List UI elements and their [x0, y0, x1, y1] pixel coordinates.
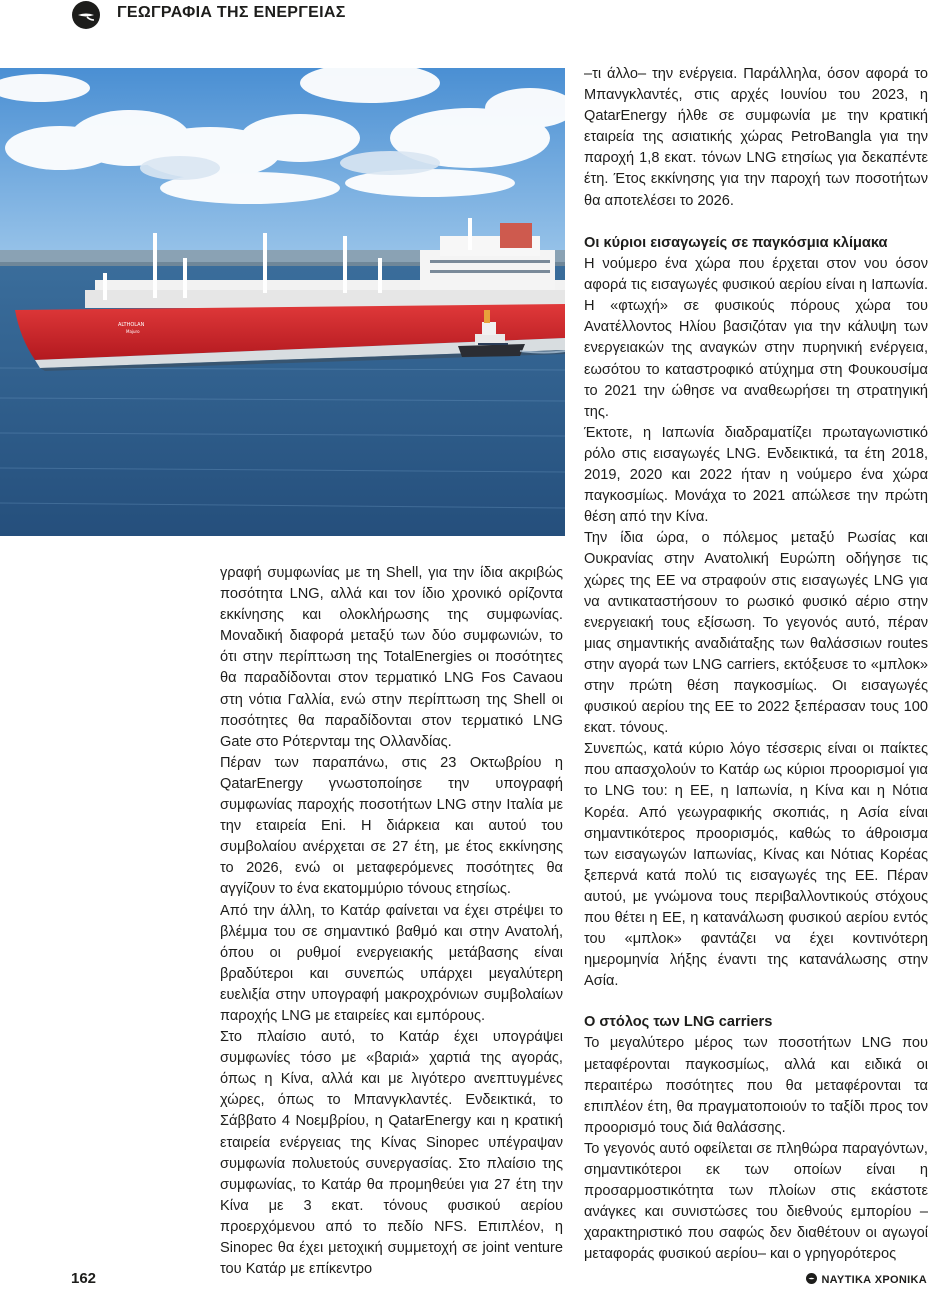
magazine-logo-icon	[806, 1273, 817, 1287]
section-heading-fleet: Ο στόλος των LNG carriers	[584, 1014, 773, 1031]
article-column-middle	[220, 563, 563, 1280]
paragraph: γραφή συμφωνίας με τη Shell, για την ίδια ακριβώς ποσότητα LNG, αλλά και τον ίδιο χρονικό ορίζοντα εκκίνησης και ολοκλήρωσης της συμφωνίας. Μοναδική διαφορά μεταξύ των δύο συμφωνιών, το ότι στην περίπτωση της TotalEnergies οι ποσότητες θα παραδίδονται στον τερματικό LNG Fos Cavaou στη νότια Γαλλία, ενώ στην περίπτωση της Shell οι ποσότητες θα παραδίδονται στον τερματικό LNG Gate στο Ρότερνταμ της Ολλανδίας.	[220, 565, 563, 750]
paragraph: Από την άλλη, το Κατάρ φαίνεται να έχει στρέψει το βλέμμα του σε σημαντικό βαθμό και στην Ανατολή, όπου οι ρυθμοί ενεργειακής μετάβασης είναι βραδύτεροι και συνεπώς υπάρχει μεγαλύτερη ευελιξία στην υπογραφή μακροχρόνιων συμβολαίων παροχής LNG με εταιρείες και εμπόρους.	[220, 902, 563, 1024]
ship-name-label: ALTHOLAN	[118, 322, 145, 328]
lng-carrier-photo	[0, 68, 565, 536]
magazine-name	[806, 1273, 927, 1287]
paragraph: Στο πλαίσιο αυτό, το Κατάρ έχει υπογράψει συμφωνίες τόσο με «βαριά» χαρτιά της αγοράς, όπως η Κίνα, αλλά και με λιγότερο ανεπτυγμένες χώρες, όπως το Μπανγκλαντές. Ενδεικτικά, το Σάββατο 4 Νοεμβρίου, η QatarEnergy και η κρατική εταιρεία ενέργειας της Κίνας Sinopec υπέγραψαν συμφωνία πολυετούς συνεργασίας. Στο πλαίσιο της συμφωνίας, το Κατάρ θα προμηθεύει για 27 έτη την Κίνα με 3 εκατ. τόνους φυσικού αερίου προερχόμενου από το πεδίο NFS. Επιπλέον, η Sinopec θα έχει μετοχική συμμετοχή σε joint venture του Κατάρ με επίκεντρο	[220, 1029, 563, 1278]
paragraph: Πέραν των παραπάνω, στις 23 Οκτωβρίου η QatarEnergy γνωστοποίησε την υπογραφή συμφωνίας παροχής ποσοτήτων LNG στην Ιταλία με την εταιρεία Eni. Η διάρκεια και αυτού του συμβολαίου ανέρχεται σε 27 έτη, με έτος εκκίνησης το 2026, ενώ οι μεταφερόμενες ποσότητες θα αγγίζουν το ένα εκατομμύριο τόνους ετησίως.	[220, 754, 563, 898]
page-number: 162	[71, 1270, 97, 1287]
paragraph: Έκτοτε, η Ιαπωνία διαδραματίζει πρωταγωνιστικό ρόλο στις εισαγωγές LNG. Ενδεικτικά, τα έτη 2018, 2019, 2020 και 2022 ήταν η νούμερο ένα χώρα παγκοσμίως. Μονάχα το 2021 απώλεσε την πρώτη θέση από την Κίνα.	[584, 424, 928, 526]
section-heading-importers: Οι κύριοι εισαγωγείς σε παγκόσμια κλίμακα	[584, 235, 888, 251]
paragraph: Η νούμερο ένα χώρα που έρχεται στον νου όσον αφορά τις εισαγωγές φυσικού αερίου είναι η Ιαπωνία. Η «φτωχή» σε φυσικούς πόρους χώρα του Ανατέλλοντος Ηλίου βασιζόταν για την κάλυψη των ενεργειακών της αναγκών στην πυρηνική ενέργεια, εωσότου το καταστροφικό ατύχημα στη Φουκουσίμα το 2021 την ώθησε να αναθεωρήσει τη στρατηγική της.	[584, 256, 928, 420]
section-logo-icon	[72, 1, 100, 29]
paragraph: Το γεγονός αυτό οφείλεται σε πληθώρα παραγόντων, σημαντικότεροι εκ των οποίων είναι η προσαρμοστικότητα των πλοίων στις εκάστοτε ανάγκες και συνιστώσες του διεθνούς εμπορίου –χαρακτηριστικό που σαφώς δεν διαθέτουν οι αγωγοί μεταφοράς φυσικού αερίου– και ο γρηγορότερος	[584, 1140, 928, 1263]
paragraph: Το μεγαλύτερο μέρος των ποσοτήτων LNG που μεταφέρονται παγκοσμίως, αλλά και ειδικά οι περαιτέρω ποσότητες που θα μεταφέρονται τα επιπλέον έτη, θα πραγματοποιούν το ταξίδι προς τον προορισμό τους διά θαλάσσης.	[584, 1035, 928, 1136]
article-column-right	[584, 233, 928, 1266]
section-title: ΓΕΩΓΡΑΦΙΑ ΤΗΣ ΕΝΕΡΓΕΙΑΣ	[117, 4, 346, 21]
paragraph: Την ίδια ώρα, ο πόλεμος μεταξύ Ρωσίας και Ουκρανίας στην Ανατολική Ευρώπη οδήγησε τις χώρες της ΕΕ να στραφούν στις εισαγωγές LNG για να αντικαταστήσουν το ρωσικό φυσικό αέριο στην ενεργειακή τους εξίσωση. Το γεγονός αυτό, πέραν μιας σημαντικής αναδιάταξης των θαλάσσιων routes στην αγορά των LNG carriers, εκτόξευσε το «μπλοκ» στην πρώτη θέση παγκοσμίως. Οι εισαγωγές φυσικού αερίου της ΕΕ το 2022 ξεπέρασαν τους 100 εκατ. τόνους.	[584, 530, 928, 737]
paragraph: Συνεπώς, κατά κύριο λόγο τέσσερις είναι οι παίκτες που απασχολούν το Κατάρ ως κύριοι προορισμοί για το LNG του: η ΕΕ, η Ιαπωνία, η Κίνα και η Νότια Κορέα. Από γεωγραφικής σκοπιάς, η Ασία είναι σημαντικότερος προορισμός, καθώς το άθροισμα των εισαγωγών Ιαπωνίας, Κίνας και Νότιας Κορέας ξεπερνά κατά πολύ τις εισαγωγές της ΕΕ. Πέραν αυτού, με γνώμονα τους περιβαλλοντικούς στόχους που θέτει η ΕΕ, η κατανάλωση φυσικού αερίου εντός του «μπλοκ» φαντάζει να έχει κοντινότερη ημερομηνία λήξης έναντι της κατανάλωσης στην Ασία.	[584, 741, 928, 990]
magazine-name-text: ΝΑΥΤΙΚΑ ΧΡΟΝΙΚΑ	[821, 1274, 927, 1286]
paragraph: –τι άλλο– την ενέργεια. Παράλληλα, όσον αφορά το Μπανγκλαντές, στις αρχές Ιουνίου του 2023, η QatarEnergy ήλθε σε συμφωνία με την κρατική εταιρεία της ασιατικής χώρας PetroBangla για την παροχή 1,8 εκατ. τόνων LNG ετησίως για δεκαπέντε έτη. Έτος εκκίνησης για την παροχή των ποσοτήτων θα αποτελέσει το 2026.	[584, 66, 928, 209]
ship-port-label: Majuro	[126, 329, 140, 334]
article-column-right-top	[584, 64, 928, 212]
